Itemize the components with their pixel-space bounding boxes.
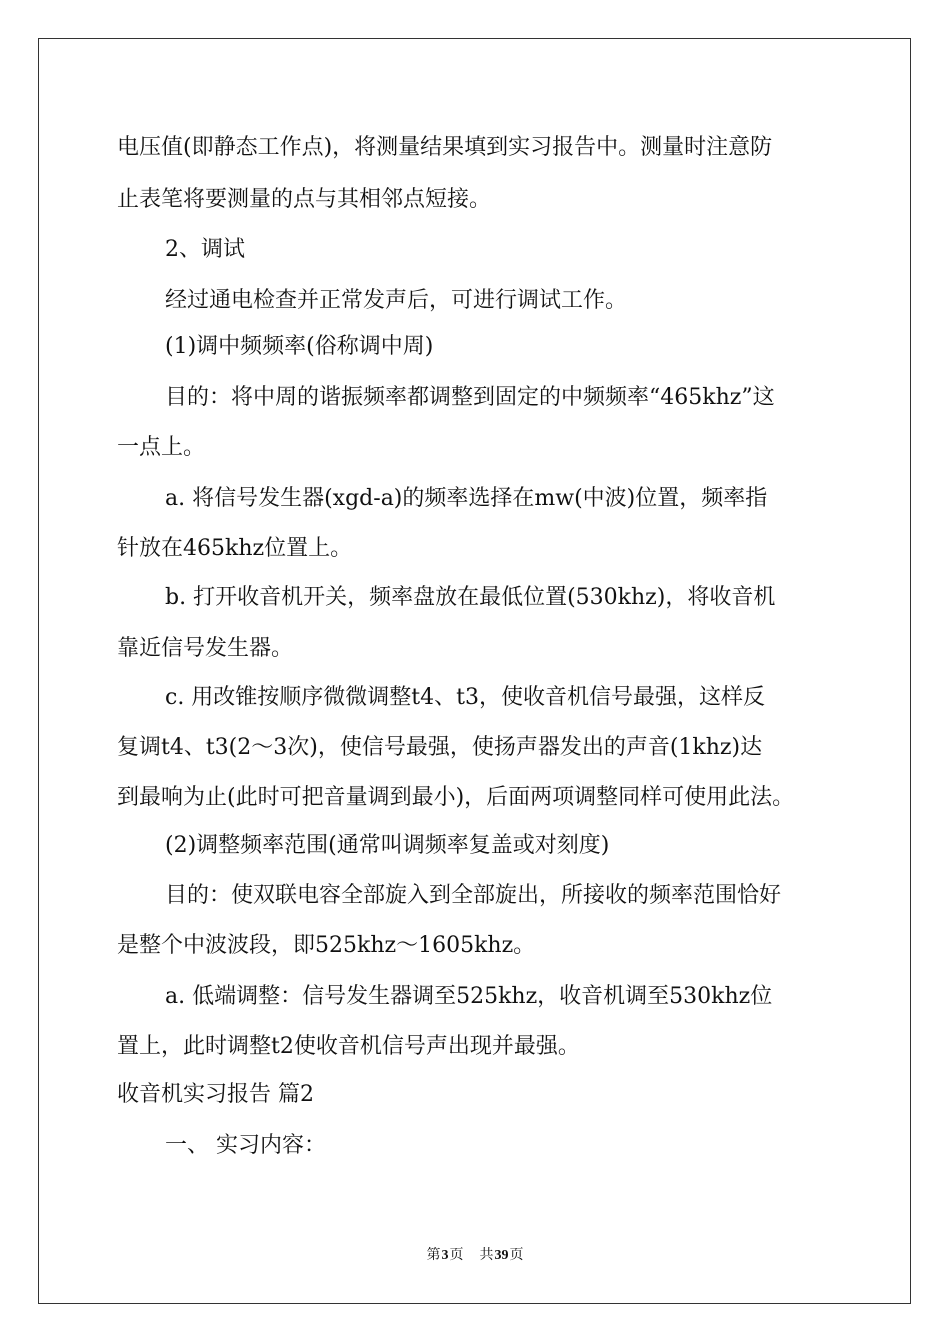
footer-total-pages: 39 xyxy=(494,1248,509,1263)
section-heading: 2、调试 xyxy=(165,237,245,262)
subsection-heading: (1)调中频频率(俗称调中周) xyxy=(165,334,434,359)
text-line: a. 低端调整：信号发生器调至525khz，收音机调至530khz位 xyxy=(165,984,773,1009)
text-line: 止表笔将要测量的点与其相邻点短接。 xyxy=(117,187,492,212)
text-line: 置上，此时调整t2使收音机信号声出现并最强。 xyxy=(117,1034,580,1059)
text-line: 一点上。 xyxy=(117,435,206,460)
footer-prefix: 第 xyxy=(426,1248,441,1263)
text-line: a. 将信号发生器(xgd-a)的频率选择在mw(中波)位置，频率指 xyxy=(165,486,768,511)
subsection-heading: (2)调整频率范围(通常叫调频率复盖或对刻度) xyxy=(165,833,610,858)
text-line: 靠近信号发生器。 xyxy=(117,636,294,661)
page-footer xyxy=(0,1244,950,1264)
text-line: 目的：将中周的谐振频率都调整到固定的中频频率“465khz”这 xyxy=(165,385,775,410)
footer-page-suffix: 页 xyxy=(449,1248,464,1263)
footer-total-suffix: 页 xyxy=(509,1248,524,1263)
text-line: 针放在465khz位置上。 xyxy=(117,536,353,561)
text-line: 复调t4、t3(2～3次)，使信号最强，使扬声器发出的声音(1khz)达 xyxy=(117,735,763,760)
text-line: c. 用改锥按顺序微微调整t4、t3，使收音机信号最强，这样反 xyxy=(165,685,765,710)
text-line: 是整个中波波段，即525khz～1605khz。 xyxy=(117,933,536,958)
text-line: 电压值(即静态工作点)，将测量结果填到实习报告中。测量时注意防 xyxy=(117,135,773,160)
text-line: 目的：使双联电容全部旋入到全部旋出，所接收的频率范围恰好 xyxy=(165,883,782,908)
footer-page-number: 3 xyxy=(441,1248,449,1263)
page-border xyxy=(38,38,911,1304)
text-line: 到最响为止(此时可把音量调到最小)，后面两项调整同样可使用此法。 xyxy=(117,785,795,810)
report-title: 收音机实习报告 篇2 xyxy=(117,1082,314,1107)
text-line: b. 打开收音机开关，频率盘放在最低位置(530khz)，将收音机 xyxy=(165,585,776,610)
footer-total-prefix: 共 xyxy=(479,1248,494,1263)
section-heading: 一、 实习内容： xyxy=(165,1133,326,1158)
text-line: 经过通电检查并正常发声后，可进行调试工作。 xyxy=(165,288,628,313)
